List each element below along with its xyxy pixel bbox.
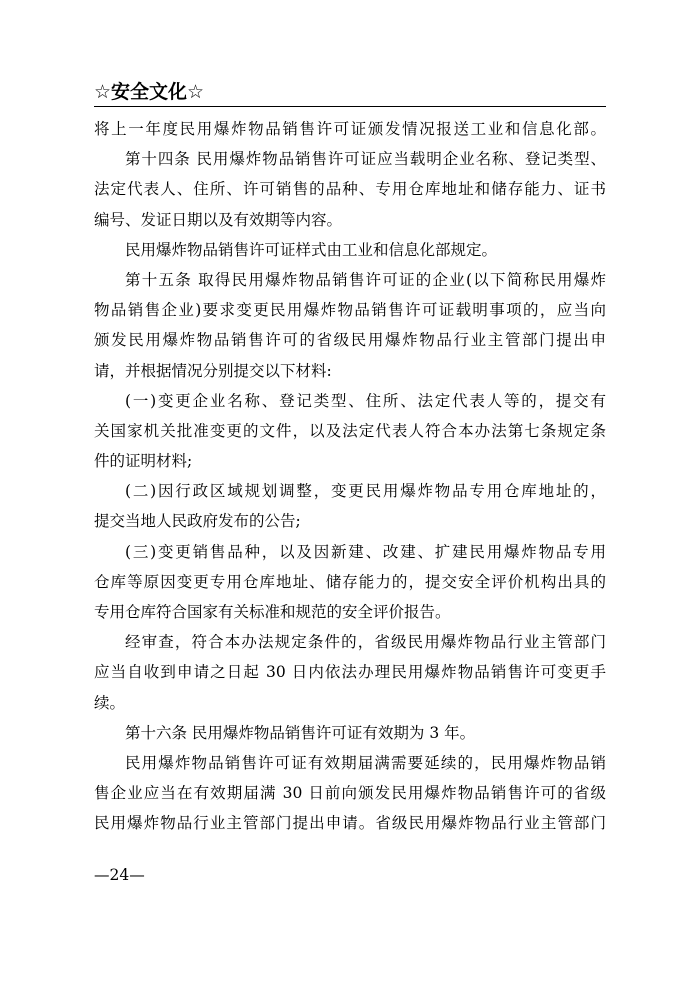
text-line: 售企业应当在有效期届满 30 日前向颁发民用爆炸物品销售许可的省级 xyxy=(94,784,606,803)
text-line: 第十四条 民用爆炸物品销售许可证应当载明企业名称、登记类型、 xyxy=(125,150,606,169)
text-line: (一)变更企业名称、登记类型、住所、法定代表人等的，提交有 xyxy=(125,391,606,410)
text-line: 编号、发证日期以及有效期等内容。 xyxy=(94,210,343,229)
text-line: 关国家机关批准变更的文件，以及法定代表人符合本办法第七条规定条 xyxy=(94,421,606,440)
text-line: (二)因行政区域规划调整，变更民用爆炸物品专用仓库地址的， xyxy=(125,482,606,501)
text-line: 续。 xyxy=(94,693,126,712)
text-line: 专用仓库符合国家有关标准和规范的安全评价报告。 xyxy=(94,603,451,621)
text-line: 第十五条 取得民用爆炸物品销售许可证的企业(以下简称民用爆炸 xyxy=(125,270,606,289)
text-line: 仓库等原因变更专用仓库地址、储存能力的，提交安全评价机构出具的 xyxy=(94,572,606,591)
text-line: (三)变更销售品种，以及因新建、改建、扩建民用爆炸物品专用 xyxy=(125,542,606,561)
text-line: 请，并根据情况分别提交以下材料: xyxy=(94,361,332,380)
text-line: 件的证明材料; xyxy=(94,452,193,471)
document-body xyxy=(94,114,606,839)
text-line: 民用爆炸物品行业主管部门提出申请。省级民用爆炸物品行业主管部门 xyxy=(94,814,606,833)
text-line: 民用爆炸物品销售许可证样式由工业和信息化部规定。 xyxy=(125,240,498,259)
page-header xyxy=(94,78,606,108)
text-line: 法定代表人、住所、许可销售的品种、专用仓库地址和储存能力、证书 xyxy=(94,180,606,199)
text-line: 物品销售企业)要求变更民用爆炸物品销售许可证载明事项的，应当向 xyxy=(94,301,606,320)
text-line: 应当自收到申请之日起 30 日内依法办理民用爆炸物品销售许可变更手 xyxy=(94,663,606,682)
text-line: 将上一年度民用爆炸物品销售许可证颁发情况报送工业和信息化部。 xyxy=(94,120,606,138)
text-line: 颁发民用爆炸物品销售许可的省级民用爆炸物品行业主管部门提出申 xyxy=(94,331,606,350)
text-line: 民用爆炸物品销售许可证有效期届满需要延续的，民用爆炸物品销 xyxy=(125,753,606,772)
text-line: 提交当地人民政府发布的公告; xyxy=(94,512,301,531)
header-divider xyxy=(94,106,606,107)
text-line: 经审查，符合本办法规定条件的，省级民用爆炸物品行业主管部门 xyxy=(125,633,606,652)
text-line: 第十六条 民用爆炸物品销售许可证有效期为 3 年。 xyxy=(125,723,476,742)
header-title: ☆安全文化☆ xyxy=(94,81,205,103)
page-number: —24— xyxy=(94,866,145,884)
